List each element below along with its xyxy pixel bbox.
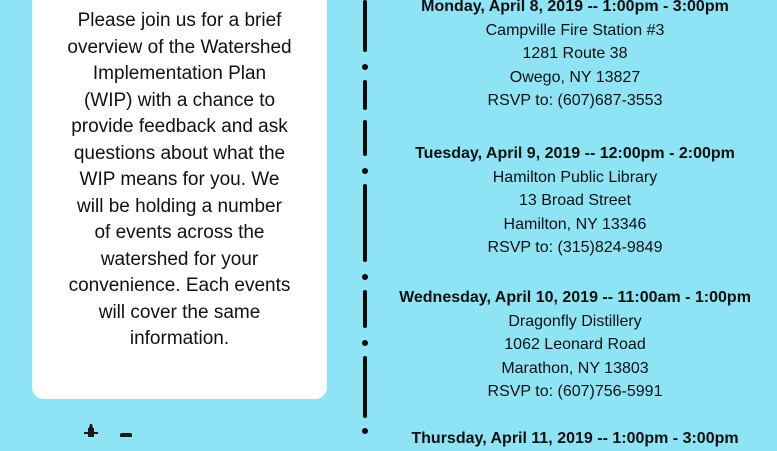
event-date: Monday, April 8, 2019 -- 1:00pm - 3:00pm [421,0,729,15]
lighthouse-icon [84,424,98,437]
intro-line: of events across the [94,222,265,243]
event-rsvp: RSVP to: (315)824-9849 [487,239,663,256]
intro-line: provide feedback and ask [71,116,288,137]
divider-segment [363,184,367,262]
divider-dot [362,64,368,70]
timeline-divider [362,0,368,437]
decorative-mark [120,433,132,437]
event-date: Thursday, April 11, 2019 -- 1:00pm - 3:00pm [411,430,739,447]
event-date: Tuesday, April 9, 2019 -- 12:00pm - 2:00pm [415,145,735,162]
event-venue: Dragonfly Distillery [508,312,642,330]
intro-line: Please join us for a brief [77,10,282,31]
intro-line: watershed for your [100,248,259,270]
event-rsvp: RSVP to: (607)687-3553 [487,92,663,109]
intro-line: will be holding a number [77,195,282,217]
intro-line: (WIP) with a chance to [83,89,276,111]
event-tuesday [373,142,777,260]
divider-dot [362,340,368,346]
event-city: Hamilton, NY 13346 [503,215,647,233]
intro-line: Implementation Plan [92,63,267,84]
event-street: 1281 Route 38 [522,45,628,62]
divider-segment [363,80,367,110]
divider-dot [362,428,368,434]
event-street: 1062 Leonard Road [504,336,646,353]
intro-line: will cover the same [98,301,261,323]
intro-line: information. [129,328,230,349]
intro-card [32,0,327,399]
divider-segment [363,0,367,52]
event-street: 13 Broad Street [518,192,632,209]
event-venue: Hamilton Public Library [492,168,658,186]
event-monday [373,0,777,113]
divider-dot [362,168,368,174]
intro-text [32,8,327,353]
intro-line: questions about what the [73,142,286,164]
divider-segment [363,120,367,156]
event-city: Owego, NY 13827 [509,68,641,86]
event-thursday [373,427,777,451]
event-city: Marathon, NY 13803 [501,359,649,377]
event-wednesday [373,286,777,404]
divider-segment [363,290,367,328]
intro-line: convenience. Each events [68,275,291,296]
divider-segment [363,356,367,418]
intro-line: WIP means for you. We [79,169,280,190]
event-date: Wednesday, April 10, 2019 -- 11:00am - 1:00pm [399,289,751,306]
event-venue: Campville Fire Station #3 [485,21,665,39]
intro-line: overview of the Watershed [67,36,292,58]
divider-dot [362,274,368,280]
event-rsvp: RSVP to: (607)756-5991 [487,383,663,400]
